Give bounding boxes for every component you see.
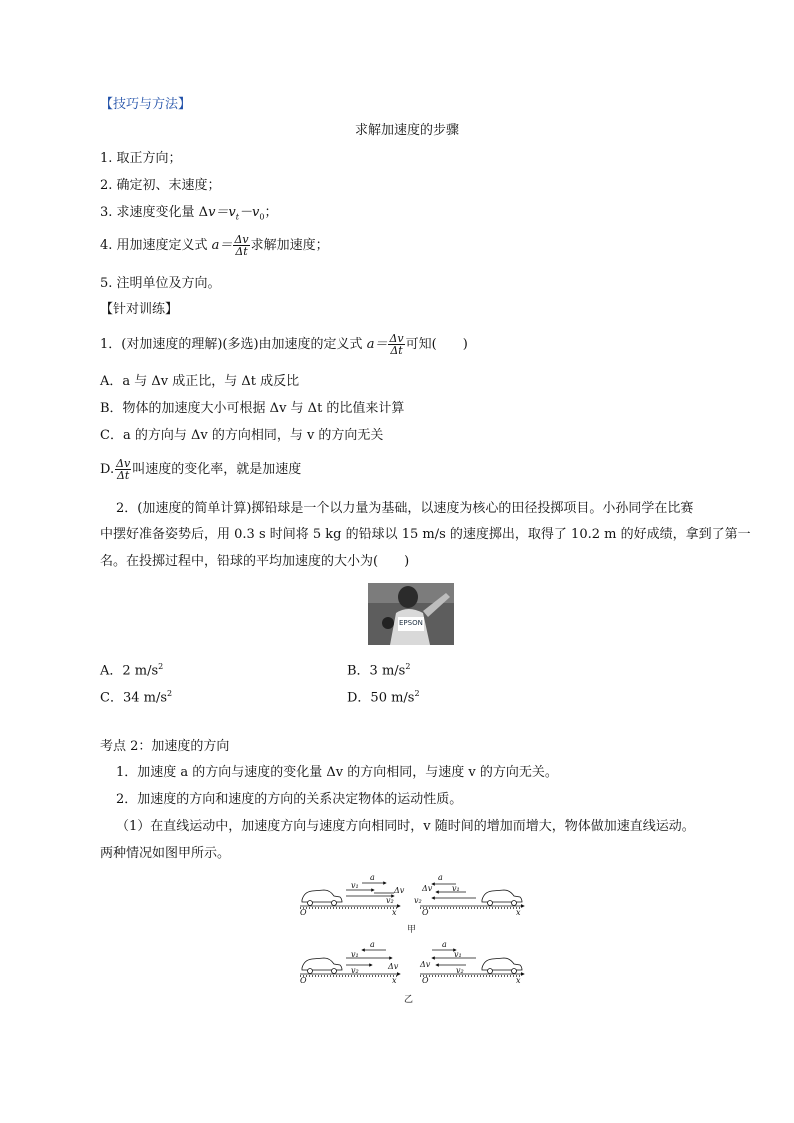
q1-option-a: A．a 与 Δv 成正比，与 Δt 成反比 [100,374,300,389]
q1-prefix: 1．(对加速度的理解)(多选)由加速度的定义式 [100,337,367,352]
q1-option-d-suffix: 叫速度的变化率，就是加速度 [132,462,302,477]
q1-stem [100,330,468,360]
fraction-numerator: Δv [116,457,131,470]
motion-figure [296,870,528,1010]
dv-label: Δv [388,962,399,971]
step-3-minus: －v [238,205,260,220]
step-5: 5. 注明单位及方向。 [100,276,221,291]
step-3-formula: v＝v [208,205,236,220]
origin-label: O [422,908,429,917]
exponent: 2 [414,689,420,698]
step-4-suffix: 求解加速度； [250,238,329,253]
v2-label: v₂ [351,966,359,975]
q2-option-d [347,685,420,707]
origin-label: O [300,976,307,985]
fraction-denominator: Δt [235,245,248,258]
point2-p3-line1: （1）在直线运动中，加速度方向与速度方向相同时，v 随时间的增加而增大，物体做加速直线运动。 [116,819,695,834]
point2-p1: 1．加速度 a 的方向与速度的变化量 Δv 的方向相同，与速度 v 的方向无关。 [116,765,558,780]
diagram-yi-left [300,950,400,976]
q1-option-d-fraction [115,458,131,481]
axis-label: x [392,976,397,985]
accel-label: a [442,940,447,949]
v1-label: v₁ [351,881,359,890]
step-4-fraction [233,234,249,257]
fraction-denominator: Δt [116,469,130,482]
tips-title: 求解加速度的步骤 [355,123,460,138]
step-3-sub-t: t [235,212,239,222]
step-3-end: ； [264,205,278,220]
q1-option-d [100,455,301,485]
q2-option-c-text: C．34 m/s [100,690,167,706]
step-4-a: a＝ [211,238,233,253]
q2-option-a-text: A．2 m/s [100,663,159,679]
q1-option-d-prefix: D. [100,462,115,477]
training-heading: 【针对训练】 [100,302,179,317]
exponent: 2 [158,662,164,671]
dv-label: Δv [422,884,433,893]
exponent: 2 [405,662,411,671]
step-2: 2. 确定初、末速度； [100,178,221,193]
diagram-jia-right [420,884,524,908]
accel-label: a [438,873,443,882]
v2-label: v₂ [414,896,422,905]
step-4-prefix: 4. 用加速度定义式 [100,238,212,253]
step-3-sub-0: 0 [259,212,265,222]
q1-suffix: 可知( ) [405,337,468,352]
axis-label: x [516,976,521,985]
origin-label: O [422,976,429,985]
v1-label: v₁ [452,884,460,893]
step-3-prefix: 3. 求速度变化量 Δ [100,205,209,220]
accel-label: a [370,873,375,882]
q2-option-d-text: D．50 m/s [347,690,415,706]
point2-heading: 考点 2：加速度的方向 [100,739,230,754]
q2-option-b [347,658,410,680]
fraction-denominator: Δt [390,344,403,357]
step-1: 1. 取正方向； [100,151,182,166]
diagram-yi-right [420,950,524,976]
fraction-numerator: Δv [389,332,404,345]
shot-put-photo [368,583,454,645]
v2-label: v₂ [456,966,464,975]
axis-label: x [516,908,521,917]
q2-line-2: 中摆好准备姿势后，用 0.3 s 时间将 5 kg 的铅球以 15 m/s 的速度掷出，取得了 10.2 m 的好成绩，拿到了第一 [100,527,751,542]
dv-label: Δv [420,960,431,969]
v1-label: v₁ [351,950,359,959]
v1-label: v₁ [454,950,462,959]
q1-option-b: B．物体的加速度大小可根据 Δv 与 Δt 的比值来计算 [100,401,405,416]
tips-heading: 【技巧与方法】 [100,97,192,112]
figure-label-jia: 甲 [407,925,417,935]
q2-line-1: 2．(加速度的简单计算)掷铅球是一个以力量为基础，以速度为核心的田径投掷项目。小孙同学在比赛 [116,501,694,516]
q2-option-b-text: B．3 m/s [347,663,406,679]
accel-label: a [370,940,375,949]
axis-label: x [392,908,397,917]
q1-a: a＝ [366,337,388,352]
step-3 [100,204,277,227]
v2-label: v₂ [386,896,394,905]
exponent: 2 [167,689,173,698]
fraction-numerator: Δv [234,233,249,246]
q2-option-c [100,685,172,707]
point2-p3-line2: 两种情况如图甲所示。 [100,846,231,861]
q1-fraction [388,333,404,356]
photo-bib-text: EPSON [399,619,423,627]
q1-option-c: C．a 的方向与 Δv 的方向相同，与 v 的方向无关 [100,428,384,443]
origin-label: O [300,908,307,917]
q2-line-3: 名。在投掷过程中，铅球的平均加速度的大小为( ) [100,554,410,569]
q2-option-a [100,658,163,680]
step-4 [100,231,329,261]
diagram-jia-left [300,883,400,908]
dv-label: Δv [394,886,405,895]
point2-p2: 2．加速度的方向和速度的方向的关系决定物体的运动性质。 [116,792,463,807]
figure-label-yi: 乙 [404,995,414,1005]
